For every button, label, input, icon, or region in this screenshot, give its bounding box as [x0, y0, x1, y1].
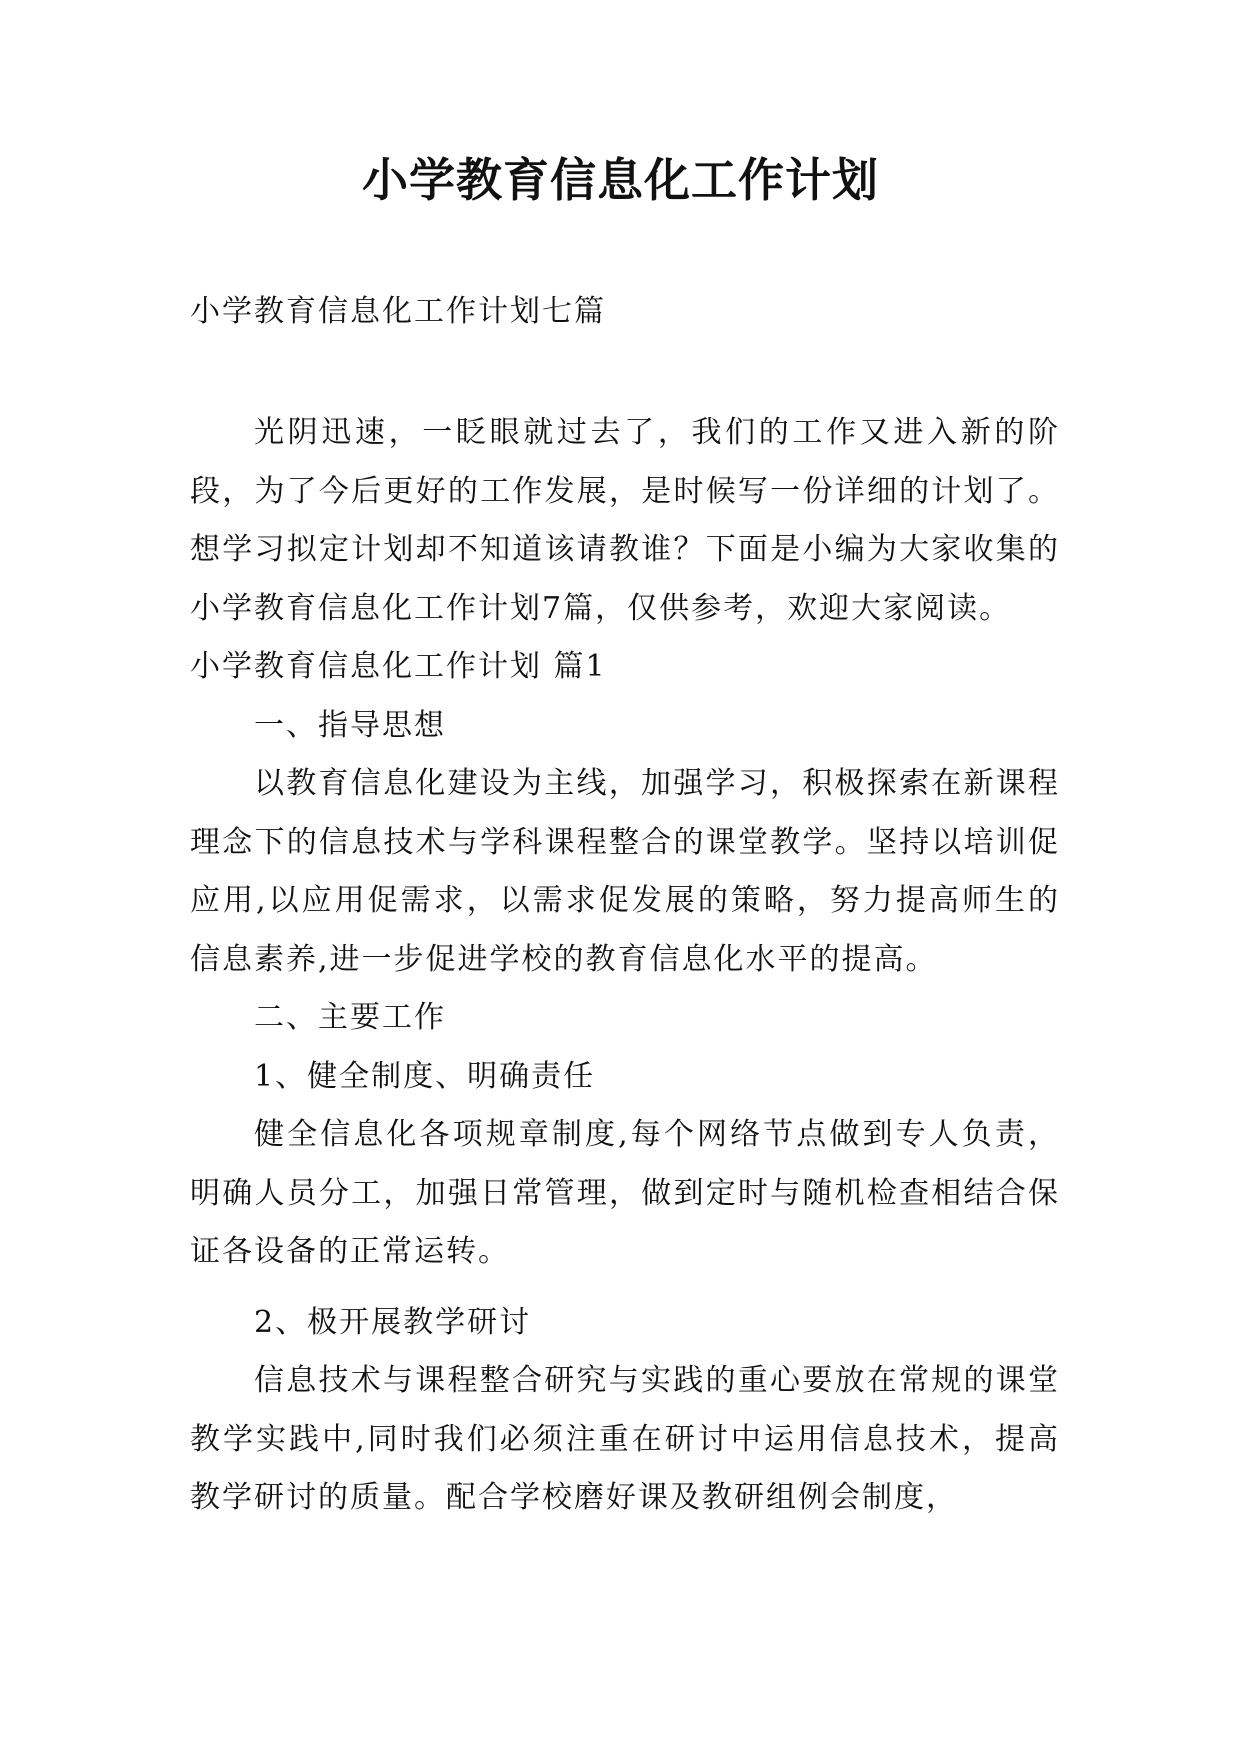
heading-main-work: 二、主要工作 [254, 1000, 446, 1035]
heading-item-1: 1、健全制度、明确责任 [254, 1058, 596, 1094]
document-subtitle: 小学教育信息化工作计划七篇 [190, 294, 606, 329]
paragraph-guiding-ideology: 以教育信息化建设为主线，加强学习，积极探索在新课程理念下的信息技术与学科课程整合的课堂教学。坚持以培训促应用,以应用促需求，以需求促发展的策略，努力提高师生的信息素养,进一步促进学校的教育信息化水平的提高。 [190, 766, 1060, 977]
heading-guiding-ideology: 一、指导思想 [254, 707, 446, 743]
section-heading-part-1: 小学教育信息化工作计划 篇1 [190, 649, 607, 684]
document-body [190, 404, 1060, 1528]
heading-item-2: 2、极开展教学研讨 [254, 1304, 532, 1340]
intro-paragraph: 光阴迅速，一眨眼就过去了，我们的工作又进入新的阶段，为了今后更好的工作发展，是时候写一份详细的计划了。想学习拟定计划却不知道该请教谁？下面是小编为大家收集的小学教育信息化工作计划7篇，仅供参考，欢迎大家阅读。 [190, 415, 1060, 626]
paragraph-item-2: 信息技术与课程整合研究与实践的重心要放在常规的课堂教学实践中,同时我们必须注重在研讨中运用信息技术，提高教学研讨的质量。配合学校磨好课及教研组例会制度， [190, 1363, 1060, 1515]
paragraph-item-1: 健全信息化各项规章制度,每个网络节点做到专人负责，明确人员分工，加强日常管理，做到定时与随机检查相结合保证各设备的正常运转。 [190, 1117, 1060, 1269]
document-title: 小学教育信息化工作计划 [362, 153, 879, 207]
